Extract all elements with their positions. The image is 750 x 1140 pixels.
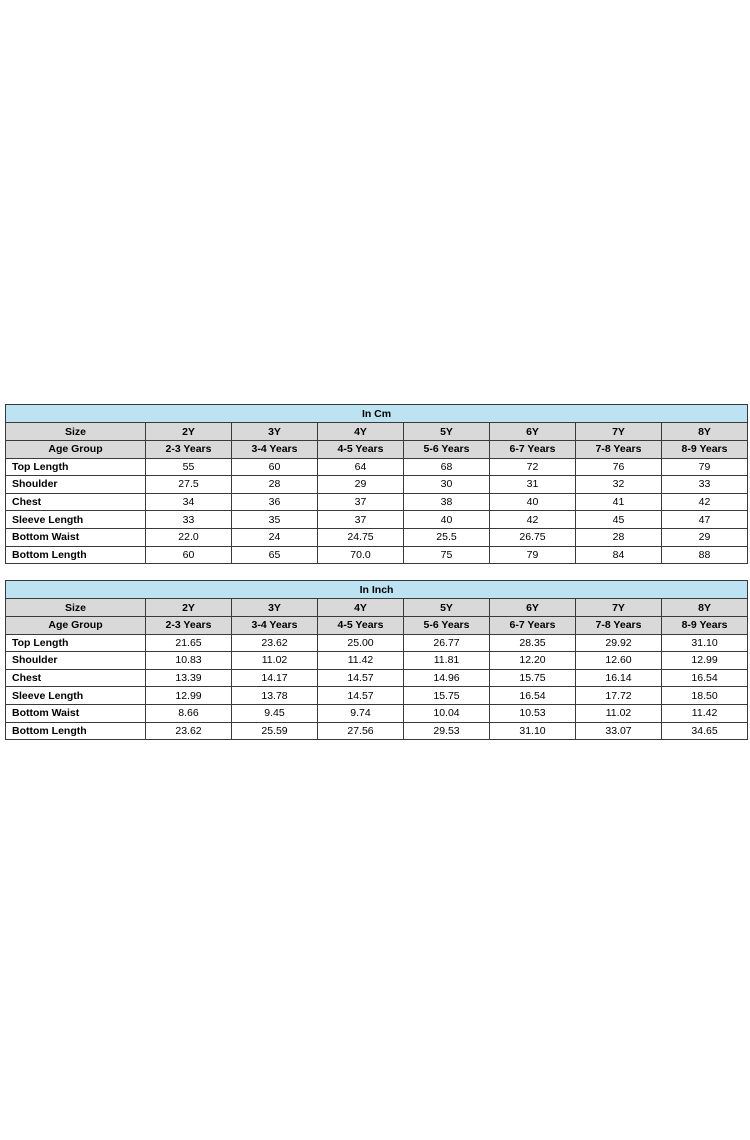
measurement-value: 29.53 [404,722,490,740]
measurement-value: 11.02 [576,704,662,722]
age-group-header-row [6,440,748,458]
measurement-value: 16.54 [490,687,576,705]
measurement-label: Bottom Length [6,546,146,564]
measurement-value: 70.0 [318,546,404,564]
measurement-value: 65 [232,546,318,564]
table-title: In Cm [6,405,748,423]
measurement-label: Bottom Length [6,722,146,740]
measurement-value: 36 [232,493,318,511]
header-cell: 8-9 Years [662,616,748,634]
measurement-label: Chest [6,493,146,511]
measurement-value: 28 [576,528,662,546]
header-cell: 5-6 Years [404,440,490,458]
size-header-row [6,599,748,617]
measurement-value: 72 [490,458,576,476]
header-label: Size [6,423,146,441]
table-row [6,546,748,564]
measurement-label: Top Length [6,458,146,476]
table-title-row [6,581,748,599]
header-cell: 3-4 Years [232,616,318,634]
measurement-label: Top Length [6,634,146,652]
measurement-value: 24 [232,528,318,546]
measurement-value: 22.0 [146,528,232,546]
measurement-value: 9.45 [232,704,318,722]
measurement-value: 17.72 [576,687,662,705]
measurement-label: Bottom Waist [6,528,146,546]
measurement-value: 25.59 [232,722,318,740]
measurement-value: 79 [490,546,576,564]
table-row [6,476,748,494]
measurement-value: 68 [404,458,490,476]
measurement-value: 12.99 [662,652,748,670]
measurement-value: 45 [576,511,662,529]
measurement-value: 21.65 [146,634,232,652]
measurement-value: 33.07 [576,722,662,740]
measurement-value: 42 [490,511,576,529]
measurement-value: 27.56 [318,722,404,740]
measurement-value: 27.5 [146,476,232,494]
header-cell: 6-7 Years [490,440,576,458]
measurement-value: 23.62 [146,722,232,740]
measurement-value: 29.92 [576,634,662,652]
table-row [6,722,748,740]
header-cell: 7Y [576,599,662,617]
measurement-value: 10.04 [404,704,490,722]
measurement-value: 31.10 [662,634,748,652]
header-label: Age Group [6,616,146,634]
table-row [6,634,748,652]
header-label: Size [6,599,146,617]
measurement-value: 14.17 [232,669,318,687]
measurement-value: 14.57 [318,669,404,687]
table-row [6,511,748,529]
measurement-label: Sleeve Length [6,511,146,529]
measurement-value: 28 [232,476,318,494]
table-row [6,458,748,476]
measurement-value: 33 [146,511,232,529]
header-cell: 8-9 Years [662,440,748,458]
measurement-value: 33 [662,476,748,494]
header-cell: 2Y [146,599,232,617]
header-cell: 3Y [232,599,318,617]
measurement-value: 35 [232,511,318,529]
measurement-value: 34.65 [662,722,748,740]
measurement-value: 15.75 [404,687,490,705]
measurement-value: 37 [318,493,404,511]
table-row [6,528,748,546]
measurement-label: Chest [6,669,146,687]
table-title: In Inch [6,581,748,599]
header-cell: 2-3 Years [146,616,232,634]
measurement-value: 84 [576,546,662,564]
header-cell: 3-4 Years [232,440,318,458]
header-label: Age Group [6,440,146,458]
table-row [6,687,748,705]
measurement-value: 29 [318,476,404,494]
measurement-value: 10.53 [490,704,576,722]
measurement-value: 12.60 [576,652,662,670]
header-cell: 6Y [490,423,576,441]
measurement-value: 8.66 [146,704,232,722]
measurement-value: 26.77 [404,634,490,652]
measurement-value: 24.75 [318,528,404,546]
measurement-value: 25.5 [404,528,490,546]
measurement-value: 37 [318,511,404,529]
table-row [6,493,748,511]
header-cell: 6-7 Years [490,616,576,634]
measurement-label: Sleeve Length [6,687,146,705]
measurement-value: 11.81 [404,652,490,670]
measurement-label: Shoulder [6,652,146,670]
measurement-value: 40 [404,511,490,529]
measurement-value: 28.35 [490,634,576,652]
measurement-value: 11.42 [662,704,748,722]
measurement-value: 41 [576,493,662,511]
measurement-value: 12.99 [146,687,232,705]
header-cell: 5Y [404,423,490,441]
measurement-value: 10.83 [146,652,232,670]
measurement-value: 40 [490,493,576,511]
measurement-value: 16.14 [576,669,662,687]
table-row [6,652,748,670]
header-cell: 2Y [146,423,232,441]
measurement-value: 60 [232,458,318,476]
measurement-label: Shoulder [6,476,146,494]
measurement-value: 14.57 [318,687,404,705]
measurement-value: 31 [490,476,576,494]
measurement-value: 88 [662,546,748,564]
measurement-value: 26.75 [490,528,576,546]
header-cell: 8Y [662,599,748,617]
table-row [6,669,748,687]
header-cell: 5Y [404,599,490,617]
header-cell: 5-6 Years [404,616,490,634]
measurement-value: 15.75 [490,669,576,687]
measurement-value: 42 [662,493,748,511]
measurement-value: 47 [662,511,748,529]
measurement-value: 30 [404,476,490,494]
age-group-header-row [6,616,748,634]
header-cell: 7-8 Years [576,616,662,634]
measurement-value: 9.74 [318,704,404,722]
header-cell: 6Y [490,599,576,617]
table-title-row [6,405,748,423]
measurement-label: Bottom Waist [6,704,146,722]
measurement-value: 75 [404,546,490,564]
measurement-value: 14.96 [404,669,490,687]
measurement-value: 16.54 [662,669,748,687]
header-cell: 7Y [576,423,662,441]
header-cell: 4Y [318,599,404,617]
measurement-value: 29 [662,528,748,546]
measurement-value: 13.78 [232,687,318,705]
measurement-value: 79 [662,458,748,476]
header-cell: 2-3 Years [146,440,232,458]
measurement-value: 34 [146,493,232,511]
measurement-value: 11.42 [318,652,404,670]
header-cell: 4-5 Years [318,440,404,458]
size-chart-cm-table [5,404,748,564]
measurement-value: 55 [146,458,232,476]
measurement-value: 11.02 [232,652,318,670]
measurement-value: 31.10 [490,722,576,740]
size-chart-inch-table [5,580,748,740]
measurement-value: 60 [146,546,232,564]
measurement-value: 64 [318,458,404,476]
measurement-value: 32 [576,476,662,494]
header-cell: 4Y [318,423,404,441]
measurement-value: 76 [576,458,662,476]
measurement-value: 38 [404,493,490,511]
measurement-value: 13.39 [146,669,232,687]
header-cell: 8Y [662,423,748,441]
size-header-row [6,423,748,441]
measurement-value: 25.00 [318,634,404,652]
measurement-value: 12.20 [490,652,576,670]
measurement-value: 23.62 [232,634,318,652]
header-cell: 3Y [232,423,318,441]
table-row [6,704,748,722]
measurement-value: 18.50 [662,687,748,705]
header-cell: 4-5 Years [318,616,404,634]
header-cell: 7-8 Years [576,440,662,458]
